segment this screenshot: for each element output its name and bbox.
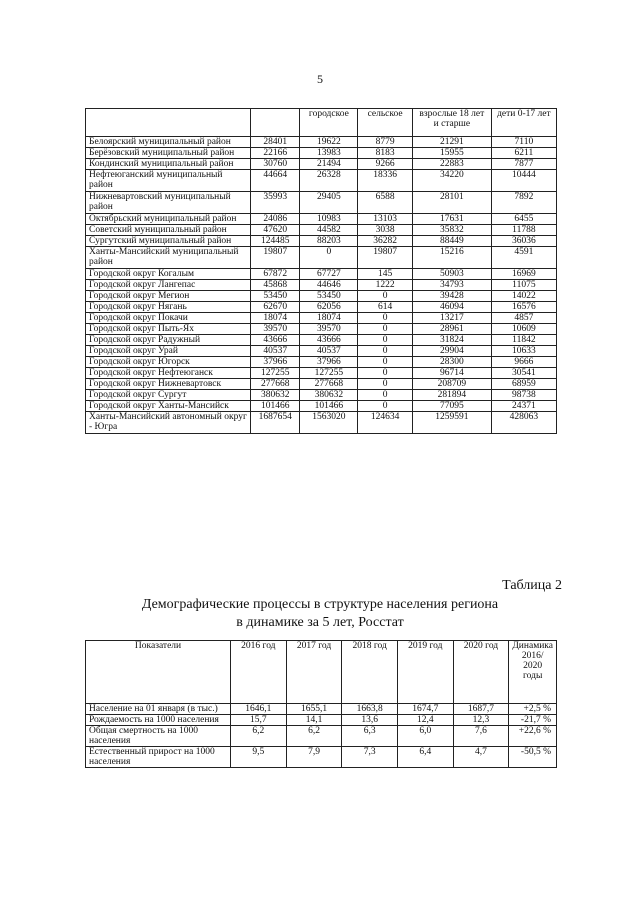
header-cell: Показатели: [86, 641, 231, 704]
table-cell: 40537: [300, 346, 358, 357]
table-row: [86, 390, 557, 401]
table-cell: 13103: [358, 214, 413, 225]
table-row: [86, 726, 557, 747]
table-row: [86, 401, 557, 412]
table-cell: 127255: [251, 368, 300, 379]
table-cell: 1687,7: [453, 704, 509, 715]
table-cell: 7892: [491, 192, 556, 214]
table-cell: 0: [358, 390, 413, 401]
table-cell: 19622: [300, 137, 358, 148]
header-cell: 2017 год: [286, 641, 342, 704]
table-cell: 21494: [300, 159, 358, 170]
table-cell: 43666: [251, 335, 300, 346]
table-row: [86, 357, 557, 368]
row-label: Городской округ Сургут: [86, 390, 251, 401]
table-cell: 1259591: [412, 412, 491, 434]
table-cell: 96714: [412, 368, 491, 379]
table-cell: 0: [358, 313, 413, 324]
table-cell: 53450: [300, 291, 358, 302]
table-cell: 24086: [251, 214, 300, 225]
table-cell: 19807: [358, 247, 413, 269]
table-cell: 88203: [300, 236, 358, 247]
table-cell: 67872: [251, 269, 300, 280]
row-label: Население на 01 января (в тыс.): [86, 704, 231, 715]
row-label: Городской округ Югорск: [86, 357, 251, 368]
table-cell: 1222: [358, 280, 413, 291]
table-row: [86, 280, 557, 291]
table-row: [86, 192, 557, 214]
header-cell: 2020 год: [453, 641, 509, 704]
table-cell: 35832: [412, 225, 491, 236]
table-cell: 13,6: [342, 715, 398, 726]
row-label: Городской округ Пыть-Ях: [86, 324, 251, 335]
table-caption-line: в динамике за 5 лет, Росстат: [236, 615, 404, 630]
table-cell: 6,0: [398, 726, 454, 747]
row-label: Рождаемость на 1000 населения: [86, 715, 231, 726]
table-cell: 6,3: [342, 726, 398, 747]
table-cell: 28401: [251, 137, 300, 148]
table-cell: 428063: [491, 412, 556, 434]
table-cell: 380632: [300, 390, 358, 401]
table-cell: -21,7 %: [509, 715, 557, 726]
table-cell: 145: [358, 269, 413, 280]
table-cell: 11788: [491, 225, 556, 236]
header-cell: городское: [300, 109, 358, 137]
table-cell: 281894: [412, 390, 491, 401]
row-label: Советский муниципальный район: [86, 225, 251, 236]
row-label: Нижневартовский муниципальный район: [86, 192, 251, 214]
row-label: Городской округ Нягань: [86, 302, 251, 313]
row-label: Сургутский муниципальный район: [86, 236, 251, 247]
header-cell: Динамика 2016/ 2020 годы: [509, 641, 557, 704]
table-cell: 1674,7: [398, 704, 454, 715]
table-cell: 47620: [251, 225, 300, 236]
table-cell: 4,7: [453, 747, 509, 768]
table-cell: 19807: [251, 247, 300, 269]
table-row: [86, 236, 557, 247]
table-cell: 0: [358, 324, 413, 335]
table-cell: 28101: [412, 192, 491, 214]
table-cell: 16576: [491, 302, 556, 313]
table-cell: 13983: [300, 148, 358, 159]
table-cell: 7,3: [342, 747, 398, 768]
table-cell: 68959: [491, 379, 556, 390]
table-cell: 67727: [300, 269, 358, 280]
table-cell: 30541: [491, 368, 556, 379]
table-cell: 12,3: [453, 715, 509, 726]
table-row: [86, 247, 557, 269]
row-label: Городской округ Радужный: [86, 335, 251, 346]
table-cell: 13217: [412, 313, 491, 324]
table-cell: 0: [358, 357, 413, 368]
header-cell: 2019 год: [398, 641, 454, 704]
header-cell: [251, 109, 300, 137]
table-row: [86, 704, 557, 715]
table-row: [86, 335, 557, 346]
table-cell: 8779: [358, 137, 413, 148]
header-cell: 2018 год: [342, 641, 398, 704]
table-header-row: [86, 109, 557, 137]
row-label: Городской округ Нижневартовск: [86, 379, 251, 390]
table-cell: 62670: [251, 302, 300, 313]
table-cell: 34220: [412, 170, 491, 192]
table-cell: 46094: [412, 302, 491, 313]
table-cell: 11075: [491, 280, 556, 291]
table-cell: 3038: [358, 225, 413, 236]
row-label: Нефтеюганский муниципальный район: [86, 170, 251, 192]
table-cell: 62056: [300, 302, 358, 313]
table-cell: 21291: [412, 137, 491, 148]
table-cell: 15,7: [231, 715, 287, 726]
row-label: Октябрьский муниципальный район: [86, 214, 251, 225]
table-cell: 44664: [251, 170, 300, 192]
table-cell: 8183: [358, 148, 413, 159]
table-cell: 45868: [251, 280, 300, 291]
table-cell: 36282: [358, 236, 413, 247]
table-cell: 14,1: [286, 715, 342, 726]
row-label: Ханты-Мансийский муниципальный район: [86, 247, 251, 269]
table-cell: 277668: [251, 379, 300, 390]
table-cell: 44582: [300, 225, 358, 236]
table-cell: 0: [358, 401, 413, 412]
table-cell: 6,2: [286, 726, 342, 747]
demographics-table: [85, 640, 557, 768]
table-cell: 39570: [300, 324, 358, 335]
table-cell: 11842: [491, 335, 556, 346]
table-cell: 0: [358, 335, 413, 346]
table-cell: 127255: [300, 368, 358, 379]
table-cell: -50,5 %: [509, 747, 557, 768]
table-row: [86, 214, 557, 225]
table-row: [86, 291, 557, 302]
header-cell: дети 0-17 лет: [491, 109, 556, 137]
table-cell: 18074: [300, 313, 358, 324]
table-cell: 10609: [491, 324, 556, 335]
header-cell: сельское: [358, 109, 413, 137]
row-label: Городской округ Нефтеюганск: [86, 368, 251, 379]
table-cell: 29405: [300, 192, 358, 214]
table-cell: 124485: [251, 236, 300, 247]
table-cell: 40537: [251, 346, 300, 357]
table-cell: 1563020: [300, 412, 358, 434]
table-cell: 22883: [412, 159, 491, 170]
table-row: [86, 159, 557, 170]
row-label: Городской округ Покачи: [86, 313, 251, 324]
table-row: [86, 170, 557, 192]
table-cell: 37966: [300, 357, 358, 368]
row-label: Городской округ Мегион: [86, 291, 251, 302]
table-cell: 12,4: [398, 715, 454, 726]
table-cell: 6,2: [231, 726, 287, 747]
table-cell: 26328: [300, 170, 358, 192]
table-cell: 9266: [358, 159, 413, 170]
table-row: [86, 368, 557, 379]
page-number: 5: [317, 72, 323, 86]
table-cell: 101466: [251, 401, 300, 412]
table-cell: 88449: [412, 236, 491, 247]
table-cell: 18336: [358, 170, 413, 192]
table-cell: 0: [300, 247, 358, 269]
table-cell: 4857: [491, 313, 556, 324]
table-cell: 6,4: [398, 747, 454, 768]
table-cell: 1655,1: [286, 704, 342, 715]
table-cell: 124634: [358, 412, 413, 434]
table-cell: 29904: [412, 346, 491, 357]
table-cell: 39570: [251, 324, 300, 335]
row-label: Естественный прирост на 1000 населения: [86, 747, 231, 768]
table-cell: 50903: [412, 269, 491, 280]
table-cell: 1663,8: [342, 704, 398, 715]
population-table: [85, 108, 557, 434]
table-cell: 14022: [491, 291, 556, 302]
table-cell: 7877: [491, 159, 556, 170]
table-row: [86, 269, 557, 280]
table-cell: 6211: [491, 148, 556, 159]
table-cell: 15216: [412, 247, 491, 269]
table-cell: 10633: [491, 346, 556, 357]
table-cell: 24371: [491, 401, 556, 412]
table-cell: 0: [358, 379, 413, 390]
table-cell: 22166: [251, 148, 300, 159]
row-label: Городской округ Когалым: [86, 269, 251, 280]
table-cell: 4591: [491, 247, 556, 269]
row-label: Городской округ Урай: [86, 346, 251, 357]
table-cell: 6588: [358, 192, 413, 214]
table-cell: 7,9: [286, 747, 342, 768]
table-row: [86, 346, 557, 357]
table-row: [86, 715, 557, 726]
table-cell: 0: [358, 368, 413, 379]
table-cell: 614: [358, 302, 413, 313]
table-cell: 6455: [491, 214, 556, 225]
table-cell: 7110: [491, 137, 556, 148]
row-label: Берёзовский муниципальный район: [86, 148, 251, 159]
table-cell: 7,6: [453, 726, 509, 747]
table-row: [86, 148, 557, 159]
table-cell: 98738: [491, 390, 556, 401]
header-cell: 2016 год: [231, 641, 287, 704]
table-cell: 380632: [251, 390, 300, 401]
table-cell: 28961: [412, 324, 491, 335]
table-cell: 35993: [251, 192, 300, 214]
table-cell: 28300: [412, 357, 491, 368]
table-cell: 16969: [491, 269, 556, 280]
table-cell: 9,5: [231, 747, 287, 768]
row-label: Ханты-Мансийский автономный округ - Югра: [86, 412, 251, 434]
table-cell: 17631: [412, 214, 491, 225]
row-label: Кондинский муниципальный район: [86, 159, 251, 170]
row-label: Городской округ Ханты-Мансийск: [86, 401, 251, 412]
table-row: [86, 324, 557, 335]
table-cell: 0: [358, 291, 413, 302]
table-cell: 10444: [491, 170, 556, 192]
table-cell: 101466: [300, 401, 358, 412]
table-cell: 10983: [300, 214, 358, 225]
table-row: [86, 302, 557, 313]
table-cell: 208709: [412, 379, 491, 390]
table-cell: +2,5 %: [509, 704, 557, 715]
table-cell: 36036: [491, 236, 556, 247]
table-cell: 9666: [491, 357, 556, 368]
table-cell: 34793: [412, 280, 491, 291]
table-cell: 1646,1: [231, 704, 287, 715]
table-cell: 277668: [300, 379, 358, 390]
table-row: [86, 379, 557, 390]
table-cell: 1687654: [251, 412, 300, 434]
table-caption-number: Таблица 2: [502, 578, 562, 593]
table-header-row: [86, 641, 557, 704]
header-cell: взрослые 18 лет и старше: [412, 109, 491, 137]
table-cell: 30760: [251, 159, 300, 170]
table-cell: 15955: [412, 148, 491, 159]
table-cell: 18074: [251, 313, 300, 324]
table-cell: 0: [358, 346, 413, 357]
table-row: [86, 225, 557, 236]
table-caption-line: Демографические процессы в структуре населения региона: [141, 597, 499, 612]
table-cell: 37966: [251, 357, 300, 368]
table-cell: 77095: [412, 401, 491, 412]
table-cell: 43666: [300, 335, 358, 346]
table-cell: 39428: [412, 291, 491, 302]
table-row: [86, 313, 557, 324]
table-cell: 44646: [300, 280, 358, 291]
row-label: Городской округ Лангепас: [86, 280, 251, 291]
table-row: [86, 412, 557, 434]
table-cell: 31824: [412, 335, 491, 346]
table-caption-title: [0, 596, 640, 632]
table-row: [86, 747, 557, 768]
table-row: [86, 137, 557, 148]
table-cell: 53450: [251, 291, 300, 302]
header-cell: [86, 109, 251, 137]
row-label: Общая смертность на 1000 населения: [86, 726, 231, 747]
table-cell: +22,6 %: [509, 726, 557, 747]
row-label: Белоярский муниципальный район: [86, 137, 251, 148]
